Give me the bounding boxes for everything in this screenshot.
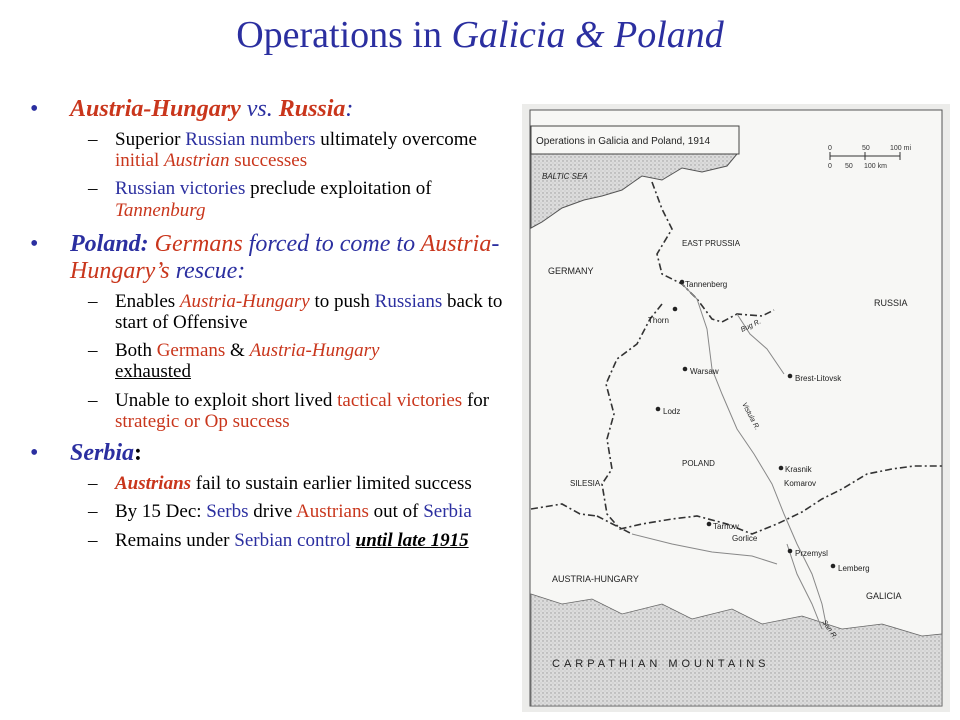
map-title: Operations in Galicia and Poland, 1914 [536, 136, 711, 147]
sub-bullet-enables: – Enables Austria-Hungary to push Russians back to start of Offensive [88, 290, 503, 333]
bullet-poland: • Poland: Germans forced to come to Austria-Hungary’s rescue: [30, 230, 500, 284]
sub-bullet-unable-exploit: – Unable to exploit short lived tactical victories for strategic or Op success [88, 389, 490, 433]
svg-text:Krasnik: Krasnik [785, 465, 812, 474]
svg-text:AUSTRIA-HUNGARY: AUSTRIA-HUNGARY [552, 574, 639, 584]
bullet-marker: • [30, 96, 39, 122]
svg-text:100 mi: 100 mi [890, 145, 912, 152]
svg-text:BALTIC SEA: BALTIC SEA [542, 172, 588, 181]
sub-bullet-serbian-control: – Remains under Serbian control until late 1915 [88, 529, 469, 551]
svg-text:Bug R.: Bug R. [739, 318, 763, 334]
svg-text:100 km: 100 km [864, 163, 887, 170]
svg-text:Tarnow: Tarnow [713, 522, 739, 531]
slide-title: Operations in Galicia & Poland [236, 14, 724, 56]
sub-bullet-austrians-fail: – Austrians fail to sustain earlier limited success [88, 473, 472, 495]
svg-text:Przemysl: Przemysl [795, 549, 828, 558]
svg-text:SILESIA: SILESIA [570, 479, 601, 488]
sub-bullet-exhausted: – Both Germans & Austria-Hungary exhausted [88, 340, 380, 383]
svg-text:50: 50 [845, 163, 853, 170]
svg-text:GERMANY: GERMANY [548, 266, 594, 276]
svg-text:Gorlice: Gorlice [732, 534, 758, 543]
galicia-poland-map [522, 104, 950, 712]
svg-text:0: 0 [828, 145, 832, 152]
svg-text:0: 0 [828, 163, 832, 170]
bullet-list [30, 96, 520, 558]
svg-text:Lemberg: Lemberg [838, 564, 870, 573]
bullet-marker: • [30, 230, 39, 257]
svg-text:CARPATHIAN MOUNTAINS: CARPATHIAN MOUNTAINS [552, 658, 770, 670]
svg-text:San R.: San R. [820, 619, 839, 641]
svg-text:Komarov: Komarov [784, 479, 817, 488]
svg-text:RUSSIA: RUSSIA [874, 298, 908, 308]
svg-text:Brest-Litovsk: Brest-Litovsk [795, 374, 842, 383]
bullet-marker: • [30, 440, 39, 467]
sub-bullet-russian-victories: – Russian victories preclude exploitation of Tannenburg [88, 178, 432, 221]
sub-bullet-15-dec: – By 15 Dec: Serbs drive Austrians out of Serbia [88, 501, 472, 523]
bullet-austria-russia: • Austria-Hungary vs. Russia: [30, 96, 354, 122]
bullet-serbia: • Serbia: [30, 440, 143, 467]
svg-text:Vistula R.: Vistula R. [740, 401, 761, 432]
svg-text:GALICIA: GALICIA [866, 591, 902, 601]
svg-text:EAST PRUSSIA: EAST PRUSSIA [682, 239, 741, 248]
svg-text:50: 50 [862, 145, 870, 152]
svg-text:Tannenberg: Tannenberg [685, 280, 728, 289]
sub-bullet-superior-numbers: – Superior Russian numbers ultimately overcome initial Austrian successes [88, 128, 477, 172]
svg-text:POLAND: POLAND [682, 459, 715, 468]
svg-text:Lodz: Lodz [663, 407, 681, 416]
svg-text:Warsaw: Warsaw [690, 367, 719, 376]
svg-text:Thorn: Thorn [648, 316, 669, 325]
